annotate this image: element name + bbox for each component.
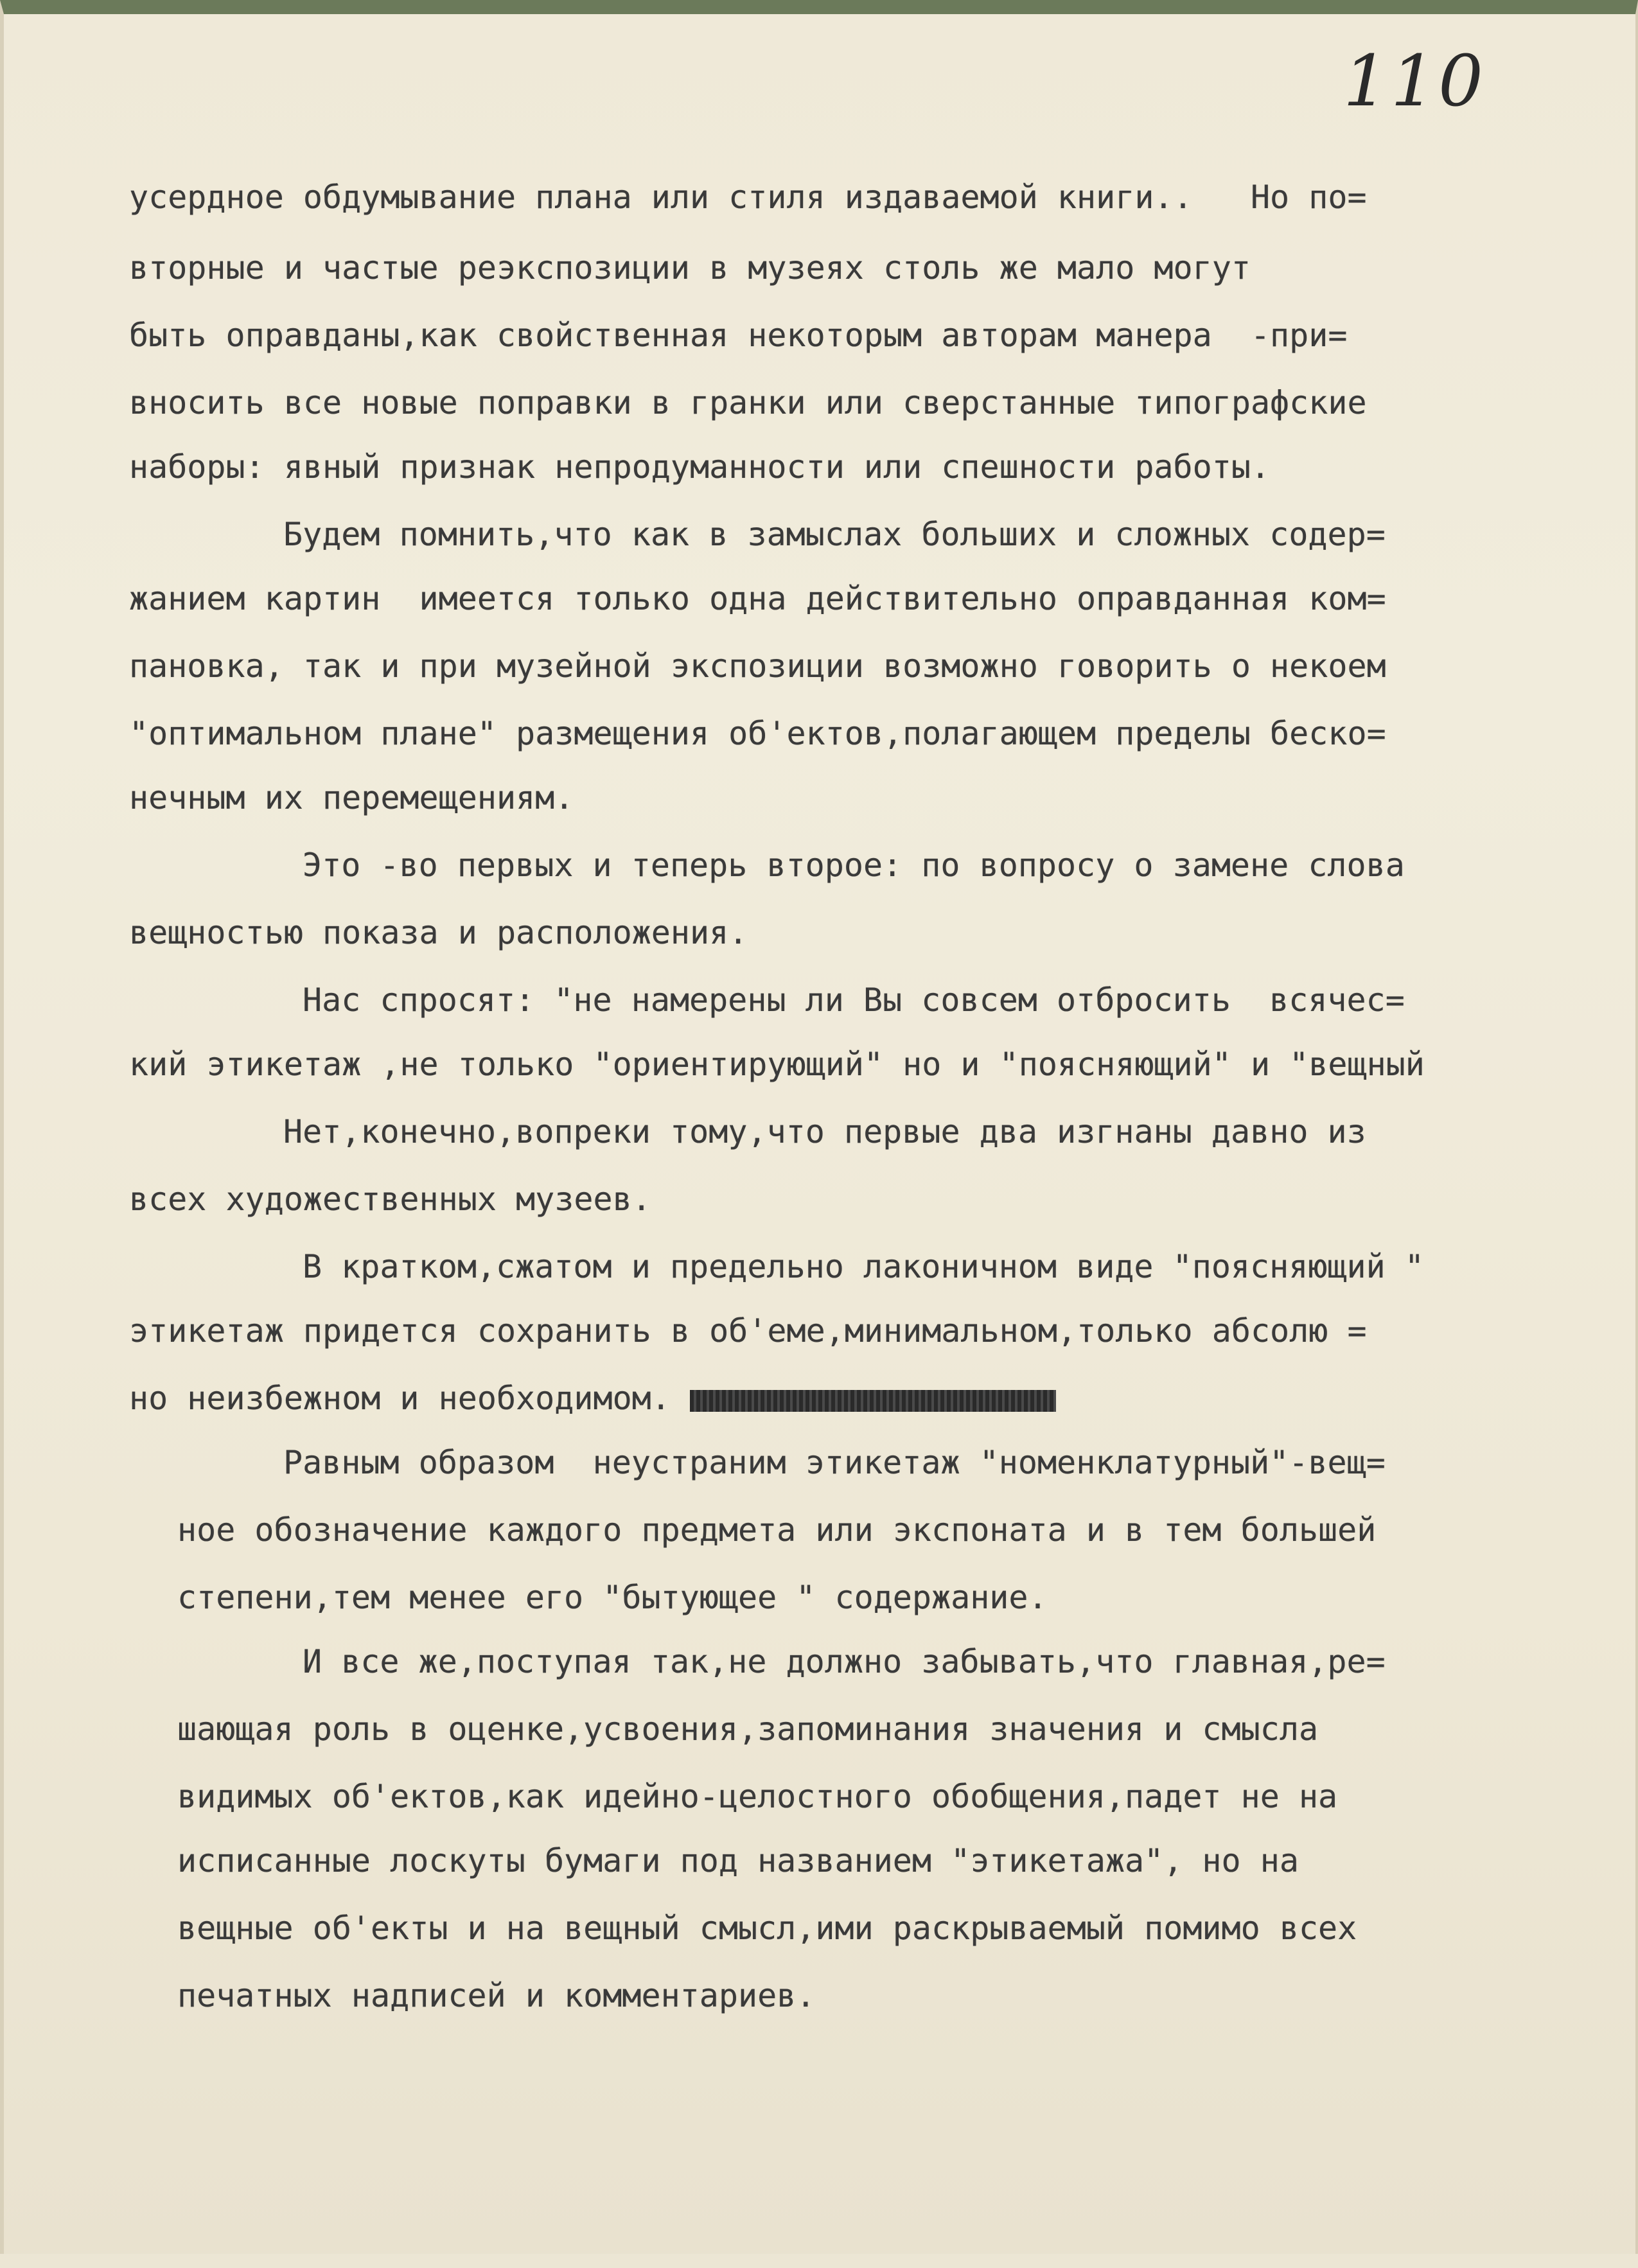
text-line: всех художественных музеев. [129, 1181, 651, 1218]
text-line: жанием картин имеется только одна действительно оправданная ком= [129, 580, 1386, 617]
text-line: степени,тем менее его "бытующее " содержание. [177, 1579, 1048, 1616]
struck-out-text [690, 1390, 1056, 1412]
text-line: шающая роль в оценке,усвоения,запоминания значения и смысла [177, 1710, 1319, 1748]
text-line: видимых об'ектов,как идейно-целостного обобщения,падет не на [177, 1778, 1338, 1815]
text-line: Нас спросят: "не намерены ли Вы совсем отбросить всячес= [303, 981, 1405, 1019]
text-line: усердное обдумывание плана или стиля издаваемой книги.. Но по= [129, 179, 1367, 216]
text-line: В кратком,сжатом и предельно лаконичном виде "поясняющий " [303, 1248, 1424, 1285]
text-line: Будем помнить,что как в замыслах больших и сложных содер= [283, 516, 1386, 553]
text-line: Равным образом неустраним этикетаж "номенклатурный"-вещ= [283, 1444, 1386, 1481]
text-line: этикетаж придется сохранить в об'еме,минимальном,только абсолю = [129, 1312, 1367, 1349]
text-line: вещные об'екты и на вещный смысл,ими раскрываемый помимо всех [177, 1910, 1357, 1947]
text-line: вносить все новые поправки в гранки или сверстанные типографские [129, 384, 1367, 421]
text-line-content: но неизбежном и необходимом. [129, 1380, 671, 1417]
text-line: быть оправданы,как свойственная некоторым авторам манера -при= [129, 317, 1348, 354]
text-line: Это -во первых и теперь второе: по вопросу о замене слова [303, 847, 1405, 884]
text-line: нечным их перемещениям. [129, 779, 574, 816]
text-line: пановка, так и при музейной экспозиции возможно говорить о некоем [129, 647, 1386, 685]
text-line: ное обозначение каждого предмета или экспоната и в тем большей [177, 1511, 1377, 1549]
text-line: вторные и частые реэкспозиции в музеях столь же мало могут [129, 249, 1251, 286]
text-line: наборы: явный признак непродуманности или спешности работы. [129, 448, 1271, 486]
text-line: Нет,конечно,вопреки тому,что первые два изгнаны давно из [283, 1113, 1366, 1150]
text-line: исписанные лоскуты бумаги под названием "этикетажа", но на [177, 1842, 1299, 1879]
text-line: кий этикетаж ,не только "ориентирующий" но и "поясняющий" и "вещный [129, 1046, 1425, 1083]
document-body [4, 14, 1638, 2268]
text-line: И все же,поступая так,не должно забывать,что главная,ре= [303, 1643, 1386, 1680]
text-line [129, 1379, 1056, 1418]
text-line: печатных надписей и комментариев. [177, 1977, 816, 2014]
page-number: 110 [1343, 40, 1486, 122]
text-line: "оптимальном плане" размещения об'ектов,полагающем пределы беско= [129, 715, 1386, 752]
text-line: вещностью показа и расположения. [129, 914, 748, 951]
